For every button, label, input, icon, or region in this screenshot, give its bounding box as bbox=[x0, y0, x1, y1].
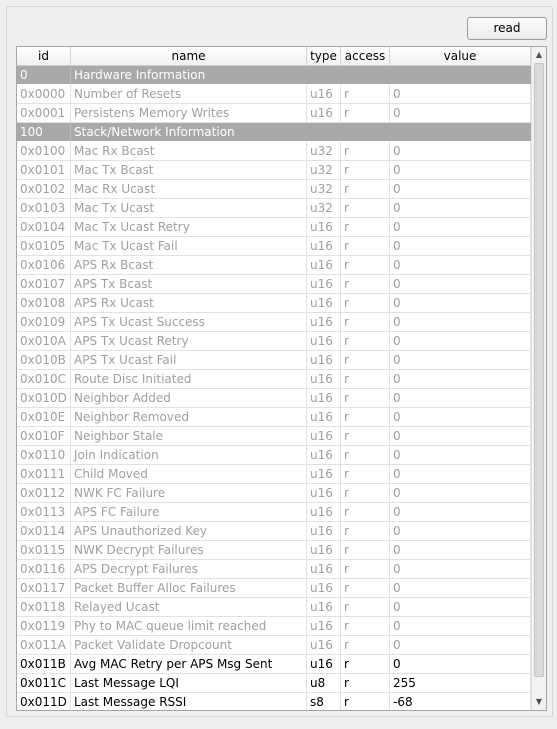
id-cell: 0x0115 bbox=[17, 541, 71, 560]
name-cell: Packet Validate Dropcount bbox=[71, 636, 307, 655]
name-cell: Last Message RSSI bbox=[71, 693, 307, 711]
access-cell: r bbox=[341, 465, 390, 484]
name-cell: Relayed Ucast bbox=[71, 598, 307, 617]
value-cell: 0 bbox=[390, 237, 531, 256]
value-cell: 0 bbox=[390, 636, 531, 655]
name-cell: Last Message LQI bbox=[71, 674, 307, 693]
type-cell: u16 bbox=[307, 579, 341, 598]
access-cell: r bbox=[341, 484, 390, 503]
value-cell: 0 bbox=[390, 408, 531, 427]
value-cell: 0 bbox=[390, 427, 531, 446]
name-cell: Persistens Memory Writes bbox=[71, 104, 307, 123]
access-cell: r bbox=[341, 275, 390, 294]
table-row[interactable] bbox=[17, 180, 531, 199]
value-cell: 255 bbox=[390, 674, 531, 693]
table-row[interactable] bbox=[17, 636, 531, 655]
type-cell: u16 bbox=[307, 465, 341, 484]
id-cell: 0x0119 bbox=[17, 617, 71, 636]
type-cell: s8 bbox=[307, 693, 341, 711]
type-cell: u16 bbox=[307, 408, 341, 427]
access-cell: r bbox=[341, 579, 390, 598]
type-cell: u16 bbox=[307, 598, 341, 617]
access-cell: r bbox=[341, 598, 390, 617]
access-cell: r bbox=[341, 85, 390, 104]
access-cell: r bbox=[341, 370, 390, 389]
value-cell: 0 bbox=[390, 370, 531, 389]
vertical-scrollbar[interactable] bbox=[531, 47, 546, 710]
name-cell: APS Decrypt Failures bbox=[71, 560, 307, 579]
type-cell: u16 bbox=[307, 237, 341, 256]
access-cell: r bbox=[341, 351, 390, 370]
value-cell: 0 bbox=[390, 180, 531, 199]
name-cell: APS Tx Ucast Retry bbox=[71, 332, 307, 351]
value-cell: 0 bbox=[390, 541, 531, 560]
name-cell: APS Tx Bcast bbox=[71, 275, 307, 294]
name-cell: Packet Buffer Alloc Failures bbox=[71, 579, 307, 598]
column-header-access[interactable]: access bbox=[341, 47, 390, 65]
table-row[interactable] bbox=[17, 408, 531, 427]
name-cell: Route Disc Initiated bbox=[71, 370, 307, 389]
value-cell: 0 bbox=[390, 161, 531, 180]
table-row[interactable] bbox=[17, 655, 531, 674]
type-cell: u8 bbox=[307, 674, 341, 693]
table-row[interactable] bbox=[17, 503, 531, 522]
access-cell: r bbox=[341, 617, 390, 636]
id-cell: 0x0105 bbox=[17, 237, 71, 256]
type-cell: u16 bbox=[307, 332, 341, 351]
access-cell: r bbox=[341, 693, 390, 711]
type-cell: u16 bbox=[307, 541, 341, 560]
read-button[interactable]: read bbox=[467, 17, 547, 40]
type-cell: u16 bbox=[307, 85, 341, 104]
type-cell: u16 bbox=[307, 256, 341, 275]
table-row[interactable] bbox=[17, 560, 531, 579]
value-cell: 0 bbox=[390, 484, 531, 503]
access-cell: r bbox=[341, 237, 390, 256]
value-cell: 0 bbox=[390, 351, 531, 370]
type-cell: u16 bbox=[307, 446, 341, 465]
access-cell: r bbox=[341, 541, 390, 560]
value-cell: 0 bbox=[390, 142, 531, 161]
table-row[interactable] bbox=[17, 142, 531, 161]
table-row[interactable] bbox=[17, 218, 531, 237]
type-cell: u16 bbox=[307, 636, 341, 655]
access-cell: r bbox=[341, 104, 390, 123]
id-cell: 0x010E bbox=[17, 408, 71, 427]
id-cell: 0x010C bbox=[17, 370, 71, 389]
type-cell: u16 bbox=[307, 522, 341, 541]
name-cell: Child Moved bbox=[71, 465, 307, 484]
name-cell: Phy to MAC queue limit reached bbox=[71, 617, 307, 636]
value-cell: 0 bbox=[390, 104, 531, 123]
id-cell: 0x0103 bbox=[17, 199, 71, 218]
name-cell: Mac Tx Ucast bbox=[71, 199, 307, 218]
table-row[interactable] bbox=[17, 446, 531, 465]
table-row[interactable] bbox=[17, 598, 531, 617]
scroll-up-arrow-icon[interactable]: ▲ bbox=[535, 50, 543, 59]
access-cell: r bbox=[341, 446, 390, 465]
group-id-cell: 100 bbox=[17, 123, 71, 142]
table-row[interactable] bbox=[17, 370, 531, 389]
table-row[interactable] bbox=[17, 541, 531, 560]
scroll-down-arrow-icon[interactable]: ▼ bbox=[535, 697, 543, 706]
table-body bbox=[17, 66, 531, 711]
value-cell: 0 bbox=[390, 332, 531, 351]
type-cell: u16 bbox=[307, 370, 341, 389]
column-header-value[interactable]: value bbox=[390, 47, 531, 65]
name-cell: Neighbor Added bbox=[71, 389, 307, 408]
id-cell: 0x0114 bbox=[17, 522, 71, 541]
value-cell: 0 bbox=[390, 560, 531, 579]
access-cell: r bbox=[341, 332, 390, 351]
access-cell: r bbox=[341, 503, 390, 522]
id-cell: 0x0107 bbox=[17, 275, 71, 294]
value-cell: 0 bbox=[390, 522, 531, 541]
id-cell: 0x011A bbox=[17, 636, 71, 655]
type-cell: u16 bbox=[307, 218, 341, 237]
type-cell: u32 bbox=[307, 142, 341, 161]
value-cell: 0 bbox=[390, 655, 531, 674]
group-row[interactable] bbox=[17, 123, 531, 142]
value-cell: 0 bbox=[390, 313, 531, 332]
id-cell: 0x0100 bbox=[17, 142, 71, 161]
value-cell: 0 bbox=[390, 579, 531, 598]
group-name-cell: Hardware Information bbox=[71, 66, 531, 85]
value-cell: 0 bbox=[390, 275, 531, 294]
type-cell: u16 bbox=[307, 427, 341, 446]
table-row[interactable] bbox=[17, 161, 531, 180]
table-row[interactable] bbox=[17, 579, 531, 598]
access-cell: r bbox=[341, 655, 390, 674]
type-cell: u16 bbox=[307, 655, 341, 674]
table-header bbox=[17, 47, 531, 66]
access-cell: r bbox=[341, 560, 390, 579]
value-cell: 0 bbox=[390, 465, 531, 484]
access-cell: r bbox=[341, 161, 390, 180]
access-cell: r bbox=[341, 636, 390, 655]
table-row[interactable] bbox=[17, 294, 531, 313]
name-cell: NWK Decrypt Failures bbox=[71, 541, 307, 560]
column-header-id[interactable]: id bbox=[17, 47, 71, 65]
id-cell: 0x011B bbox=[17, 655, 71, 674]
id-cell: 0x0000 bbox=[17, 85, 71, 104]
access-cell: r bbox=[341, 427, 390, 446]
access-cell: r bbox=[341, 313, 390, 332]
id-cell: 0x010B bbox=[17, 351, 71, 370]
name-cell: Join Indication bbox=[71, 446, 307, 465]
id-cell: 0x010F bbox=[17, 427, 71, 446]
type-cell: u16 bbox=[307, 560, 341, 579]
table-row[interactable] bbox=[17, 465, 531, 484]
column-header-type[interactable]: type bbox=[307, 47, 341, 65]
type-cell: u16 bbox=[307, 503, 341, 522]
name-cell: APS Tx Ucast Success bbox=[71, 313, 307, 332]
name-cell: Neighbor Stale bbox=[71, 427, 307, 446]
id-cell: 0x0001 bbox=[17, 104, 71, 123]
name-cell: NWK FC Failure bbox=[71, 484, 307, 503]
type-cell: u16 bbox=[307, 484, 341, 503]
id-cell: 0x0102 bbox=[17, 180, 71, 199]
table-row[interactable] bbox=[17, 351, 531, 370]
id-cell: 0x0109 bbox=[17, 313, 71, 332]
value-cell: -68 bbox=[390, 693, 531, 711]
name-cell: Neighbor Removed bbox=[71, 408, 307, 427]
group-row[interactable] bbox=[17, 66, 531, 85]
name-cell: Avg MAC Retry per APS Msg Sent bbox=[71, 655, 307, 674]
access-cell: r bbox=[341, 142, 390, 161]
id-cell: 0x010A bbox=[17, 332, 71, 351]
value-cell: 0 bbox=[390, 503, 531, 522]
value-cell: 0 bbox=[390, 598, 531, 617]
value-cell: 0 bbox=[390, 85, 531, 104]
access-cell: r bbox=[341, 180, 390, 199]
table-row[interactable] bbox=[17, 237, 531, 256]
name-cell: Mac Tx Ucast Fail bbox=[71, 237, 307, 256]
name-cell: APS Rx Bcast bbox=[71, 256, 307, 275]
type-cell: u16 bbox=[307, 389, 341, 408]
name-cell: APS FC Failure bbox=[71, 503, 307, 522]
table-row[interactable] bbox=[17, 313, 531, 332]
id-cell: 0x0113 bbox=[17, 503, 71, 522]
id-cell: 0x0117 bbox=[17, 579, 71, 598]
name-cell: Number of Resets bbox=[71, 85, 307, 104]
value-cell: 0 bbox=[390, 294, 531, 313]
id-cell: 0x010D bbox=[17, 389, 71, 408]
access-cell: r bbox=[341, 199, 390, 218]
type-cell: u32 bbox=[307, 199, 341, 218]
id-cell: 0x0118 bbox=[17, 598, 71, 617]
value-cell: 0 bbox=[390, 446, 531, 465]
access-cell: r bbox=[341, 674, 390, 693]
access-cell: r bbox=[341, 294, 390, 313]
scrollbar-thumb[interactable] bbox=[534, 63, 544, 677]
table-row[interactable] bbox=[17, 484, 531, 503]
name-cell: APS Unauthorized Key bbox=[71, 522, 307, 541]
id-cell: 0x0116 bbox=[17, 560, 71, 579]
access-cell: r bbox=[341, 408, 390, 427]
table-row[interactable] bbox=[17, 693, 531, 711]
id-cell: 0x011C bbox=[17, 674, 71, 693]
table-row[interactable] bbox=[17, 275, 531, 294]
name-cell: Mac Tx Bcast bbox=[71, 161, 307, 180]
table-row[interactable] bbox=[17, 617, 531, 636]
table-row[interactable] bbox=[17, 256, 531, 275]
name-cell: Mac Tx Ucast Retry bbox=[71, 218, 307, 237]
value-cell: 0 bbox=[390, 617, 531, 636]
column-header-name[interactable]: name bbox=[71, 47, 307, 65]
type-cell: u16 bbox=[307, 275, 341, 294]
group-id-cell: 0 bbox=[17, 66, 71, 85]
id-cell: 0x0110 bbox=[17, 446, 71, 465]
value-cell: 0 bbox=[390, 218, 531, 237]
type-cell: u32 bbox=[307, 161, 341, 180]
table-row[interactable] bbox=[17, 332, 531, 351]
counters-table[interactable] bbox=[16, 46, 547, 711]
id-cell: 0x011D bbox=[17, 693, 71, 711]
table-row[interactable] bbox=[17, 389, 531, 408]
id-cell: 0x0108 bbox=[17, 294, 71, 313]
group-name-cell: Stack/Network Information bbox=[71, 123, 531, 142]
id-cell: 0x0106 bbox=[17, 256, 71, 275]
type-cell: u16 bbox=[307, 351, 341, 370]
table-row[interactable] bbox=[17, 522, 531, 541]
table-row[interactable] bbox=[17, 199, 531, 218]
id-cell: 0x0101 bbox=[17, 161, 71, 180]
table-row[interactable] bbox=[17, 104, 531, 123]
value-cell: 0 bbox=[390, 389, 531, 408]
name-cell: Mac Rx Bcast bbox=[71, 142, 307, 161]
id-cell: 0x0104 bbox=[17, 218, 71, 237]
type-cell: u16 bbox=[307, 294, 341, 313]
table-row[interactable] bbox=[17, 85, 531, 104]
access-cell: r bbox=[341, 522, 390, 541]
id-cell: 0x0111 bbox=[17, 465, 71, 484]
value-cell: 0 bbox=[390, 199, 531, 218]
table-row[interactable] bbox=[17, 427, 531, 446]
access-cell: r bbox=[341, 389, 390, 408]
type-cell: u32 bbox=[307, 180, 341, 199]
type-cell: u16 bbox=[307, 617, 341, 636]
access-cell: r bbox=[341, 218, 390, 237]
value-cell: 0 bbox=[390, 256, 531, 275]
type-cell: u16 bbox=[307, 104, 341, 123]
name-cell: APS Rx Ucast bbox=[71, 294, 307, 313]
name-cell: Mac Rx Ucast bbox=[71, 180, 307, 199]
id-cell: 0x0112 bbox=[17, 484, 71, 503]
access-cell: r bbox=[341, 256, 390, 275]
type-cell: u16 bbox=[307, 313, 341, 332]
table-row[interactable] bbox=[17, 674, 531, 693]
name-cell: APS Tx Ucast Fail bbox=[71, 351, 307, 370]
